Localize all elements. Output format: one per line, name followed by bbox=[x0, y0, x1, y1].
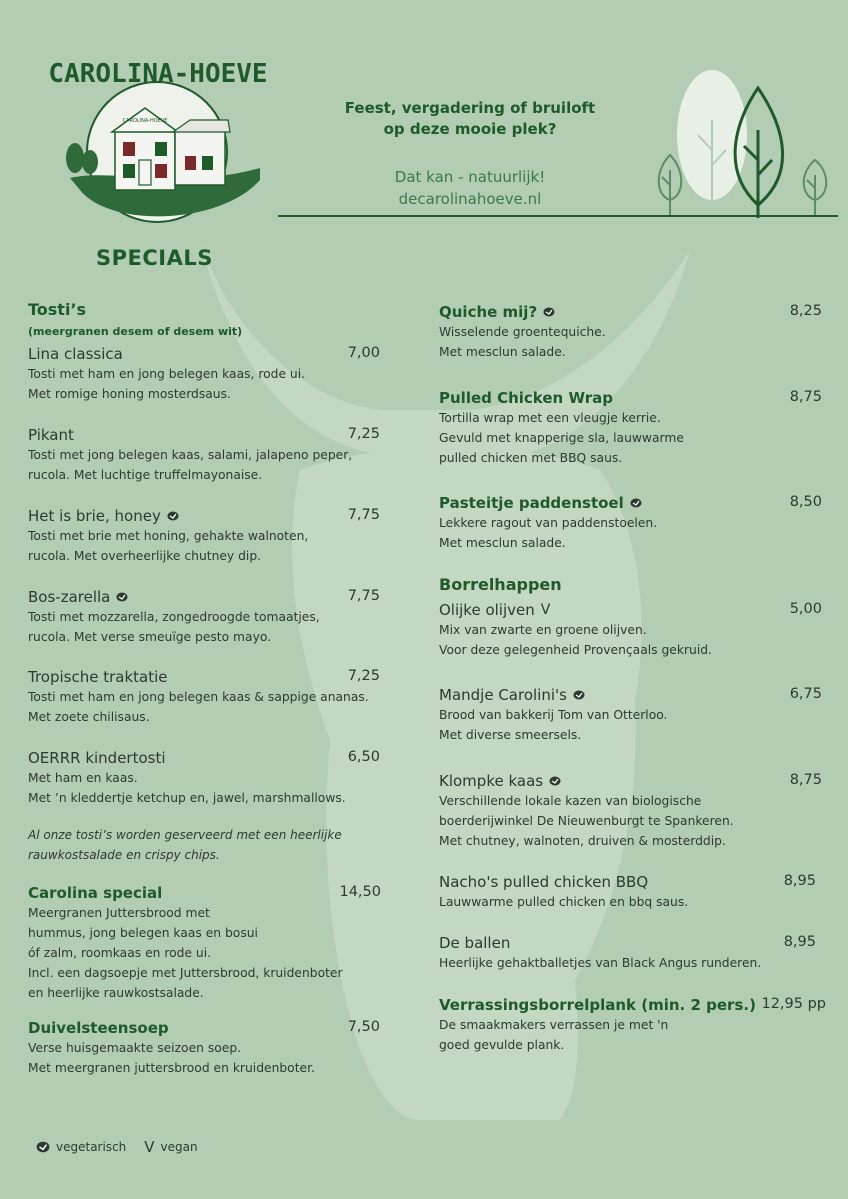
item-name: Verrassingsborrelplank (min. 2 pers.) bbox=[439, 996, 756, 1014]
item-name: Bos-zarella bbox=[28, 588, 111, 606]
item-price: 8,50 bbox=[789, 494, 822, 510]
item-desc: Incl. een dagsoepje met Juttersbrood, kruidenboter bbox=[28, 966, 343, 980]
menu-item-borrelplank bbox=[439, 995, 799, 1055]
menu-item bbox=[439, 771, 799, 851]
item-desc: rucola. Met verse smeuïge pesto mayo. bbox=[28, 630, 272, 644]
item-name: Duivelsteensoep bbox=[28, 1019, 169, 1037]
item-price: 7,75 bbox=[347, 588, 380, 604]
vegetarian-icon bbox=[630, 498, 642, 508]
item-desc: De smaakmakers verrassen je met 'n bbox=[439, 1018, 669, 1032]
item-desc: Lekkere ragout van paddenstoelen. bbox=[439, 516, 658, 530]
item-price: 8,25 bbox=[789, 303, 822, 319]
item-name: Pasteitje paddenstoel bbox=[439, 494, 624, 512]
vegetarian-icon bbox=[116, 592, 128, 602]
logo-wordmark: CAROLINA-HOEVE bbox=[48, 59, 268, 89]
item-desc: rucola. Met overheerlijke chutney dip. bbox=[28, 549, 262, 563]
vegetarian-icon bbox=[543, 307, 555, 317]
item-desc: óf zalm, roomkaas en rode ui. bbox=[28, 946, 212, 960]
item-name: Tropische traktatie bbox=[28, 668, 168, 686]
item-price: 7,25 bbox=[347, 426, 380, 442]
item-price: 8,75 bbox=[789, 772, 822, 788]
promo-question-line2: op deze mooie plek? bbox=[383, 120, 557, 138]
item-desc: Met ham en kaas. bbox=[28, 771, 138, 785]
item-price: 7,00 bbox=[347, 345, 380, 361]
menu-item bbox=[439, 685, 799, 745]
trees-illustration bbox=[640, 60, 840, 220]
legend-vegan: vegan bbox=[160, 1140, 198, 1154]
tostis-section-title: Tosti’s bbox=[28, 300, 87, 319]
item-desc: Lauwwarme pulled chicken en bbq saus. bbox=[439, 895, 689, 909]
item-desc: Met chutney, walnoten, druiven & mosterddip. bbox=[439, 834, 726, 848]
vegan-icon: V bbox=[540, 602, 551, 618]
item-price: 6,75 bbox=[789, 686, 822, 702]
item-desc: Gevuld met knapperige sla, lauwwarme bbox=[439, 431, 684, 445]
item-desc: Brood van bakkerij Tom van Otterloo. bbox=[439, 708, 668, 722]
item-price: 7,75 bbox=[347, 507, 380, 523]
item-desc: Met diverse smeersels. bbox=[439, 728, 582, 742]
item-desc: Heerlijke gehaktballetjes van Black Angus runderen. bbox=[439, 956, 762, 970]
item-name: Mandje Carolini's bbox=[439, 686, 567, 704]
menu-item bbox=[439, 493, 799, 553]
item-name: Pikant bbox=[28, 426, 74, 444]
promo-website[interactable]: decarolinahoeve.nl bbox=[398, 190, 542, 208]
item-desc: Wisselende groentequiche. bbox=[439, 325, 606, 339]
menu-item bbox=[439, 600, 799, 660]
item-desc: Meergranen Juttersbrood met bbox=[28, 906, 210, 920]
vegetarian-icon bbox=[36, 1141, 50, 1153]
menu-item bbox=[439, 872, 799, 912]
logo-house-sign: CAROLINA-HOEVE bbox=[122, 118, 168, 124]
tostis-note-line1: Al onze tosti’s worden geserveerd met een heerlijke bbox=[28, 828, 342, 842]
item-desc: Tosti met ham en jong belegen kaas & sappige ananas. bbox=[28, 690, 369, 704]
item-price: 12,95 pp bbox=[761, 996, 826, 1012]
item-price: 6,50 bbox=[347, 749, 380, 765]
item-desc: Met mesclun salade. bbox=[439, 345, 566, 359]
item-name: Olijke olijven bbox=[439, 601, 535, 619]
vegetarian-icon bbox=[167, 511, 179, 521]
item-desc: Tosti met ham en jong belegen kaas, rode ui. bbox=[28, 367, 306, 381]
item-price: 8,95 bbox=[783, 934, 816, 950]
item-name: Het is brie, honey bbox=[28, 507, 161, 525]
item-name: Pulled Chicken Wrap bbox=[439, 389, 613, 407]
item-desc: Tortilla wrap met een vleugje kerrie. bbox=[439, 411, 661, 425]
item-name: Carolina special bbox=[28, 884, 163, 902]
menu-item bbox=[439, 388, 799, 468]
tostis-note-line2: rauwkostsalade en crispy chips. bbox=[28, 848, 220, 862]
item-desc: Verschillende lokale kazen van biologische bbox=[439, 794, 702, 808]
carolina-hoeve-logo bbox=[40, 50, 280, 230]
item-price: 5,00 bbox=[789, 601, 822, 617]
vegetarian-icon bbox=[549, 776, 561, 786]
vegan-icon: V bbox=[144, 1138, 155, 1156]
promo-block bbox=[340, 98, 600, 210]
item-desc: Met mesclun salade. bbox=[439, 536, 566, 550]
item-desc: boerderijwinkel De Nieuwenburgt te Spankeren. bbox=[439, 814, 734, 828]
item-desc: rucola. Met luchtige truffelmayonaise. bbox=[28, 468, 263, 482]
item-desc: goed gevulde plank. bbox=[439, 1038, 565, 1052]
item-desc: en heerlijke rauwkostsalade. bbox=[28, 986, 204, 1000]
item-desc: Met meergranen juttersbrood en kruidenboter. bbox=[28, 1061, 315, 1075]
promo-question-line1: Feest, vergadering of bruiloft bbox=[344, 99, 596, 117]
item-desc: Tosti met brie met honing, gehakte walnoten, bbox=[28, 529, 309, 543]
item-price: 8,95 bbox=[783, 873, 816, 889]
tostis-note bbox=[28, 825, 358, 865]
item-desc: Tosti met jong belegen kaas, salami, jalapeno peper, bbox=[28, 448, 353, 462]
item-desc: pulled chicken met BBQ saus. bbox=[439, 451, 623, 465]
item-desc: Mix van zwarte en groene olijven. bbox=[439, 623, 647, 637]
header-divider bbox=[278, 215, 838, 217]
borrelhappen-section-title: Borrelhappen bbox=[439, 575, 562, 594]
tostis-subtitle: (meergranen desem of desem wit) bbox=[28, 325, 243, 338]
page-title: SPECIALS bbox=[96, 246, 213, 270]
item-desc: Verse huisgemaakte seizoen soep. bbox=[28, 1041, 242, 1055]
item-desc: hummus, jong belegen kaas en bosui bbox=[28, 926, 258, 940]
vegetarian-icon bbox=[573, 690, 585, 700]
item-name: De ballen bbox=[439, 934, 511, 952]
item-desc: Met zoete chilisaus. bbox=[28, 710, 150, 724]
item-name: Klompke kaas bbox=[439, 772, 544, 790]
menu-item bbox=[439, 933, 799, 973]
item-desc: Met ’n kleddertje ketchup en, jawel, marshmallows. bbox=[28, 791, 346, 805]
promo-answer: Dat kan - natuurlijk! bbox=[394, 168, 546, 186]
item-name: OERRR kindertosti bbox=[28, 749, 166, 767]
item-desc: Voor deze gelegenheid Provençaals gekruid. bbox=[439, 643, 712, 657]
legend-vegetarian: vegetarisch bbox=[56, 1140, 127, 1154]
item-price: 14,50 bbox=[339, 884, 381, 900]
menu-item bbox=[439, 302, 799, 362]
item-price: 7,25 bbox=[347, 668, 380, 684]
item-price: 8,75 bbox=[789, 389, 822, 405]
item-name: Quiche mij? bbox=[439, 303, 538, 321]
item-desc: Met romige honing mosterdsaus. bbox=[28, 387, 231, 401]
item-name: Nacho's pulled chicken BBQ bbox=[439, 873, 649, 891]
item-desc: Tosti met mozzarella, zongedroogde tomaatjes, bbox=[28, 610, 320, 624]
item-price: 7,50 bbox=[347, 1019, 380, 1035]
dietary-legend bbox=[36, 1138, 198, 1156]
item-name: Lina classica bbox=[28, 345, 123, 363]
menu-item-carolina-special bbox=[28, 883, 388, 1003]
